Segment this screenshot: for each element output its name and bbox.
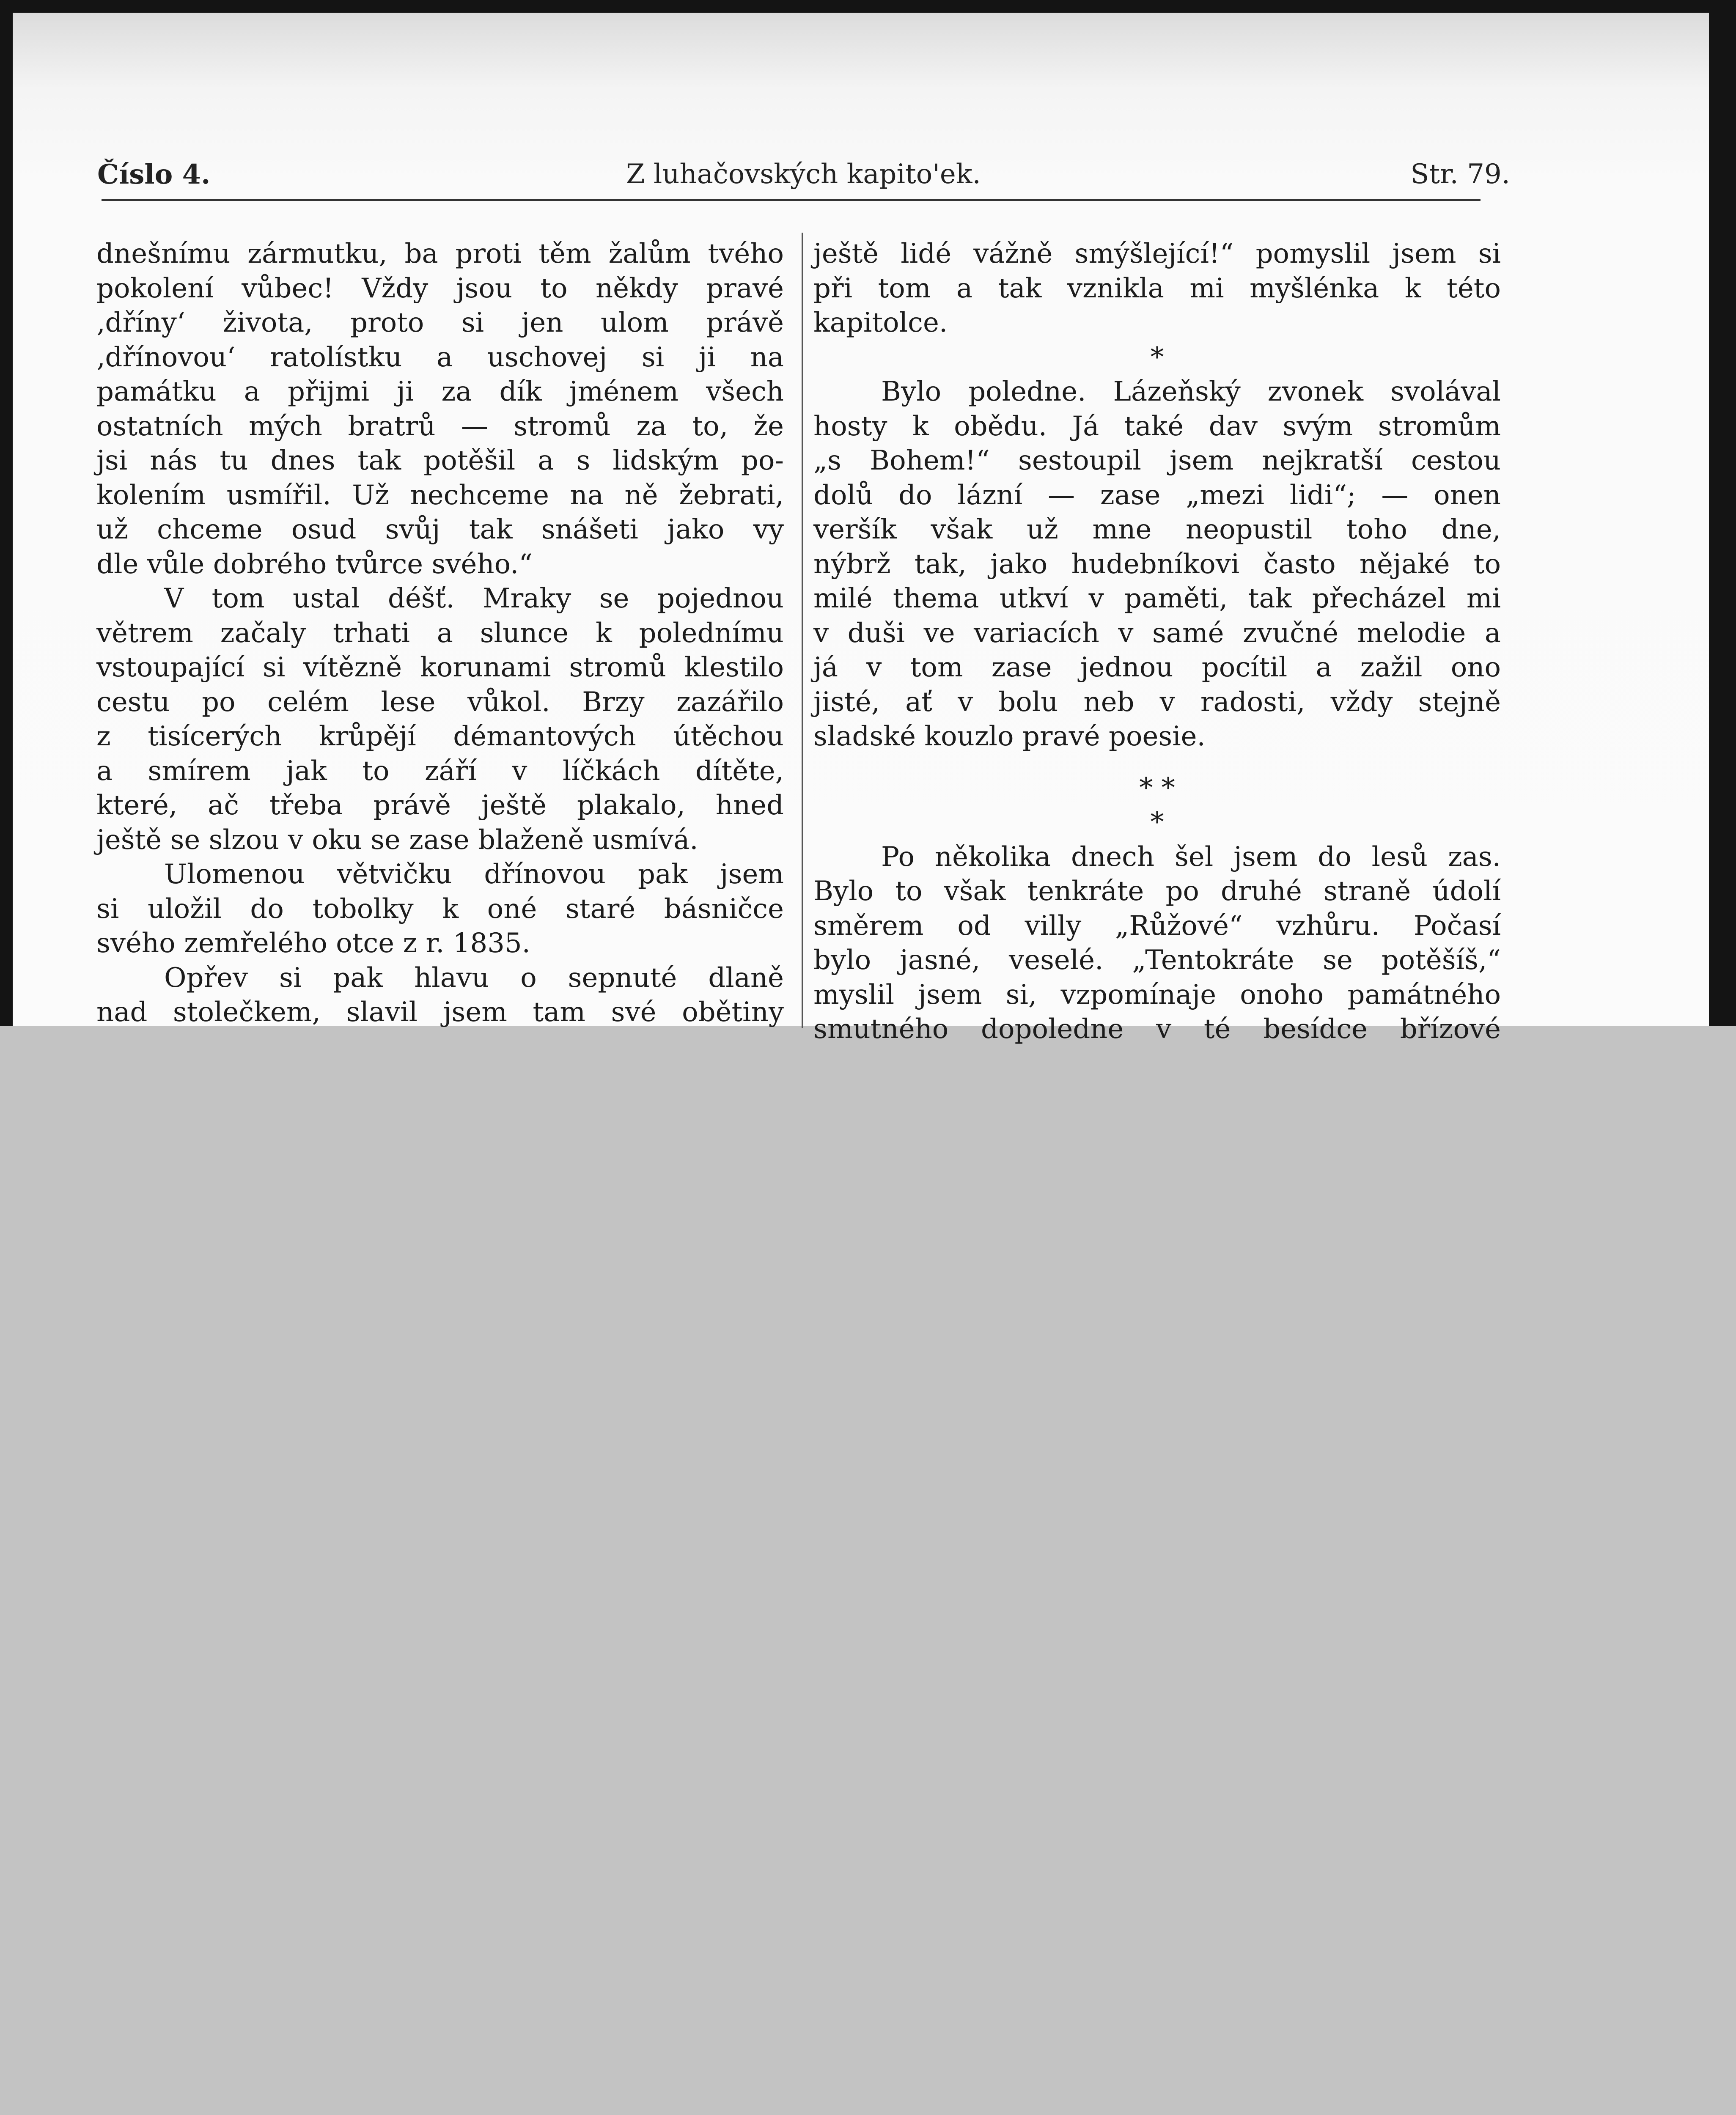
text-line: dolů do lázní — zase „mezi lidi“; — onen	[813, 479, 1501, 511]
text-line: veršík však už mne neopustil toho dne,	[813, 514, 1501, 545]
section-separator: *	[1150, 341, 1164, 373]
text-line: jisté, ať v bolu neb v radosti, vždy stejně	[813, 686, 1501, 718]
text-line: Ulomenou větvičku dřínovou pak jsem	[164, 859, 784, 890]
right-column	[813, 237, 1501, 1047]
text-line: smutného dopoledne v té besídce břízové	[813, 1014, 1501, 1045]
text-line: „s Bohem!“ sestoupil jsem nejkratší cestou	[813, 445, 1501, 476]
page-number: Str. 79.	[1410, 159, 1510, 190]
text-line: pokolení vůbec! Vždy jsou to někdy pravé	[96, 272, 784, 304]
text-line: myslil jsem si, vzpomínaje onoho památného	[813, 979, 1501, 1011]
text-line: hosty k obědu. Já také dav svým stromům	[813, 410, 1501, 442]
text-line: ‚dřínovou‘ ratolístku a uschovej si ji na	[96, 341, 784, 373]
section-separator: *	[1150, 807, 1164, 838]
text-line: Bylo poledne. Lázeňský zvonek svolával	[881, 376, 1501, 407]
text-line: cestu po celém lese vůkol. Brzy zazářilo	[96, 686, 784, 718]
text-line: dle vůle dobrého tvůrce svého.“	[96, 548, 533, 580]
text-line: si uložil do tobolky k oné staré básničce	[96, 893, 784, 925]
text-line: milé thema utkví v paměti, tak přecházel mi	[813, 583, 1501, 614]
text-line: ještě lidé vážně smýšlející!“ pomyslil jsem si	[813, 238, 1501, 269]
scanned-page	[0, 0, 1736, 1045]
text-line: které, ač třeba právě ještě plakalo, hned	[96, 790, 784, 821]
text-line: ještě se slzou v oku se zase blaženě usmívá.	[96, 824, 698, 856]
text-line: nýbrž tak, jako hudebníkovi často nějaké to	[813, 548, 1501, 580]
text-line: jsi nás tu dnes tak potěšil a s lidským po-	[96, 445, 784, 476]
text-line: kapitolce.	[813, 307, 948, 338]
text-line: památku a přijmi ji za dík jménem všech	[96, 376, 784, 407]
text-line: bylo jasné, veselé. „Tentokráte se potěšíš,“	[813, 945, 1501, 976]
text-line: při tom a tak vznikla mi myšlénka k této	[813, 272, 1501, 304]
left-column	[96, 237, 784, 1030]
text-line: dnešnímu zármutku, ba proti těm žalům tvého	[96, 238, 784, 269]
text-line: Opřev si pak hlavu o sepnuté dlaně	[164, 962, 784, 994]
text-line: kolením usmířil. Už nechceme na ně žebrati,	[96, 479, 784, 511]
text-line: Bylo to však tenkráte po druhé straně údolí	[813, 876, 1501, 907]
text-line: z tisícerých krůpějí démantových útěchou	[96, 721, 784, 752]
text-line: já v tom zase jednou pocítil a zažil ono	[813, 652, 1501, 683]
header-rule	[102, 199, 1481, 201]
text-line: nad stolečkem, slavil jsem tam své obětiny	[96, 997, 784, 1028]
text-line: už chceme osud svůj tak snášeti jako vy	[96, 514, 784, 545]
running-header	[97, 159, 1510, 205]
section-separator: * *	[1139, 772, 1175, 804]
text-line: směrem od villy „Růžové“ vzhůru. Počasí	[813, 910, 1501, 942]
spacer	[813, 754, 1501, 771]
paper-sheet	[13, 13, 1709, 1045]
text-line: V tom ustal déšť. Mraky se pojednou	[164, 583, 784, 614]
text-line: ostatních mých bratrů — stromů za to, že	[96, 410, 784, 442]
text-line: větrem začaly trhati a slunce k polednímu	[96, 617, 784, 649]
text-line: svého zemřelého otce z r. 1835.	[96, 928, 530, 959]
chapter-title: Z luhačovských kapito'ek.	[626, 159, 981, 190]
issue-number: Číslo 4.	[97, 159, 211, 190]
column-divider	[802, 233, 803, 1028]
text-line: Po několika dnech šel jsem do lesů zas.	[881, 841, 1501, 873]
text-line: ‚dříny‘ života, proto si jen ulom právě	[96, 307, 784, 338]
text-line: sladské kouzlo pravé poesie.	[813, 721, 1206, 752]
text-line: a smírem jak to září v líčkách dítěte,	[96, 755, 784, 787]
text-line: v duši ve variacích v samé zvučné melodie a	[813, 617, 1501, 649]
text-line: vstoupající si vítězně korunami stromů klestilo	[96, 652, 784, 683]
